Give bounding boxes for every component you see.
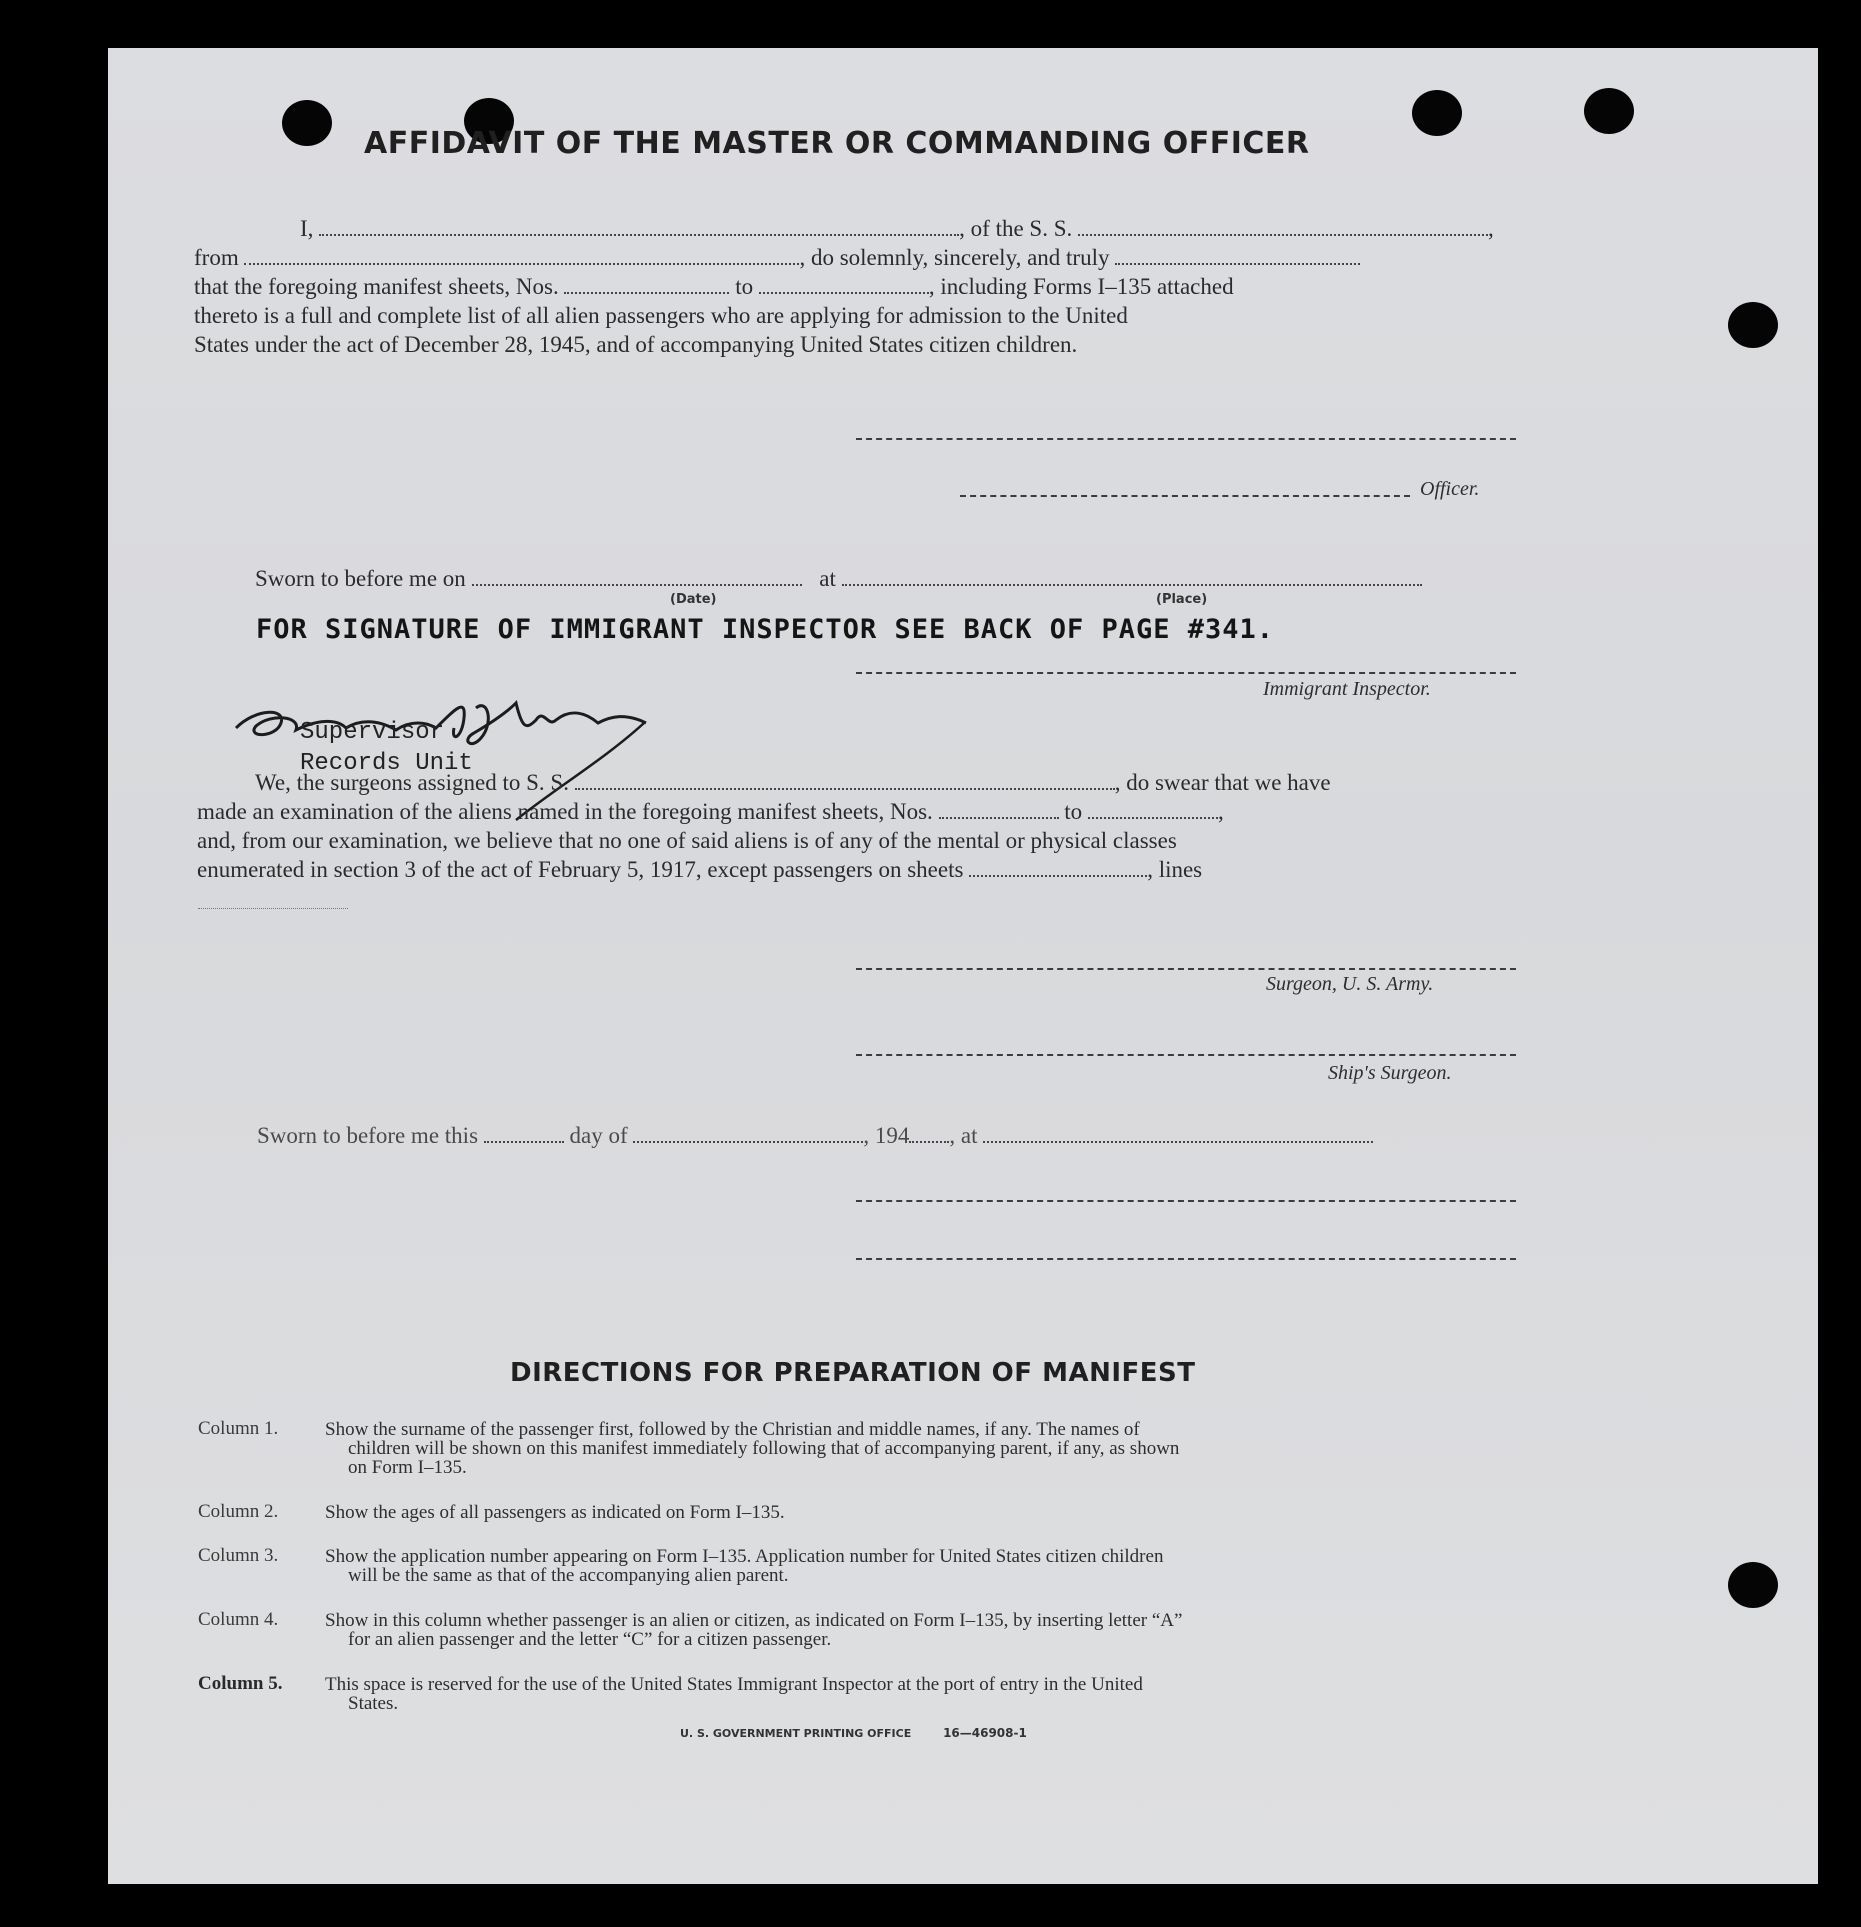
text-including-forms: , including Forms I–135 attached — [928, 274, 1234, 299]
sworn-day-field[interactable] — [484, 1139, 564, 1143]
surgeons-line-1 — [255, 768, 1331, 797]
text-to: to — [1064, 799, 1083, 824]
master-line-2 — [194, 243, 1360, 272]
direction-text: will be the same as that of the accompanying alien parent. — [348, 1565, 789, 1586]
text-sworn-this: Sworn to before me this — [257, 1123, 479, 1148]
text-surgeons-assigned: We, the surgeons assigned to S. S. — [255, 770, 569, 795]
official-signature-line-2[interactable] — [856, 1258, 1516, 1260]
sworn-month-field[interactable] — [633, 1139, 863, 1143]
text-year-prefix: , 194 — [863, 1123, 910, 1148]
inspector-signature-line[interactable] — [856, 672, 1516, 674]
text-comma: , — [1488, 216, 1494, 241]
master-line-4: thereto is a full and complete list of all alien passengers who are applying for admission to the United — [194, 303, 1128, 328]
text-examination: made an examination of the aliens named in the foregoing manifest sheets, Nos. — [197, 799, 933, 824]
direction-label: Column 5. — [198, 1673, 283, 1694]
text-do-solemnly: , do solemnly, sincerely, and truly — [799, 245, 1110, 270]
officer-label: Officer. — [1420, 478, 1480, 500]
official-signature-line-1[interactable] — [856, 1200, 1516, 1202]
text-comma: , — [1217, 799, 1224, 824]
direction-label: Column 2. — [198, 1501, 279, 1522]
text-sworn-on: Sworn to before me on — [255, 566, 466, 591]
text-do-swear: , do swear that we have — [1114, 770, 1331, 795]
surgeons-ship-field[interactable] — [575, 786, 1115, 790]
text-from: from — [194, 245, 239, 270]
lines-continuation-field[interactable] — [198, 908, 348, 909]
except-sheets-field[interactable] — [969, 873, 1147, 877]
text-manifest-sheets: that the foregoing manifest sheets, Nos. — [194, 274, 559, 299]
printer-imprint — [680, 1726, 1027, 1740]
sworn-date-field[interactable] — [472, 582, 802, 586]
direction-label: Column 3. — [198, 1545, 279, 1566]
sheets-to-field[interactable] — [759, 290, 929, 294]
direction-text: This space is reserved for the use of the United States Immigrant Inspector at the port of entry in the United — [325, 1674, 1143, 1695]
text-i: I, — [300, 216, 314, 241]
punch-hole — [1584, 88, 1634, 134]
printer-name: U. S. GOVERNMENT PRINTING OFFICE — [680, 1727, 912, 1740]
direction-text: Show in this column whether passenger is an alien or citizen, as indicated on Form I–135, by inserting letter “A” — [325, 1610, 1183, 1631]
direction-label: Column 4. — [198, 1609, 279, 1630]
punch-hole — [1412, 90, 1462, 136]
surgeon-army-signature-line[interactable] — [856, 968, 1516, 970]
direction-text: Show the ages of all passengers as indicated on Form I–135. — [325, 1502, 785, 1523]
form-code: 16—46908-1 — [943, 1726, 1027, 1740]
surgeons-line-4 — [197, 855, 1202, 884]
punch-hole — [282, 100, 332, 146]
direction-label: Column 1. — [198, 1418, 279, 1439]
master-line-3 — [194, 272, 1234, 301]
officer-signature-line-2[interactable] — [960, 495, 1410, 497]
directions-title: DIRECTIONS FOR PREPARATION OF MANIFEST — [510, 1358, 1196, 1388]
text-day-of: day of — [569, 1123, 628, 1148]
direction-text: Show the application number appearing on Form I–135. Application number for United States citizen children — [325, 1546, 1164, 1567]
surgeons-line-3: and, from our examination, we believe that no one of said aliens is of any of the mental or physical classes — [197, 828, 1177, 853]
surgeons-line-2 — [197, 797, 1224, 826]
inspector-stamp: FOR SIGNATURE OF IMMIGRANT INSPECTOR SEE BACK OF PAGE #341. — [256, 614, 1275, 645]
sworn-place-field-2[interactable] — [983, 1139, 1373, 1143]
typed-signature-title: Supervisor — [300, 719, 445, 746]
direction-text: on Form I–135. — [348, 1457, 467, 1478]
direction-text: for an alien passenger and the letter “C” for a citizen passenger. — [348, 1629, 832, 1650]
punch-hole — [1728, 302, 1778, 348]
inspector-label: Immigrant Inspector. — [1263, 678, 1431, 700]
text-to: to — [735, 274, 754, 299]
direction-text: States. — [348, 1693, 399, 1714]
port-from-field[interactable] — [244, 261, 799, 265]
exam-sheets-from-field[interactable] — [939, 815, 1059, 819]
sworn-line-2 — [257, 1121, 1373, 1150]
direction-text: children will be shown on this manifest immediately following that of accompanying parent, if any, as shown — [348, 1438, 1180, 1459]
text-at: at — [819, 566, 836, 591]
sworn-place-field[interactable] — [842, 582, 1422, 586]
master-line-5: States under the act of December 28, 1945, and of accompanying United States citizen children. — [194, 332, 1078, 357]
direction-text: Show the surname of the passenger first, followed by the Christian and middle names, if any. The names of — [325, 1419, 1140, 1440]
document-page — [108, 48, 1818, 1884]
text-lines: , lines — [1147, 857, 1203, 882]
master-name-field[interactable] — [319, 232, 959, 236]
text-at: , at — [949, 1123, 978, 1148]
date-caption: (Date) — [670, 592, 717, 607]
officer-signature-line-1[interactable] — [856, 438, 1516, 440]
text-enumerated: enumerated in section 3 of the act of February 5, 1917, except passengers on sheets — [197, 857, 964, 882]
surgeon-army-label: Surgeon, U. S. Army. — [1266, 973, 1434, 995]
sworn-line-1 — [255, 564, 1422, 593]
exam-sheets-to-field[interactable] — [1088, 815, 1218, 819]
ship-surgeon-signature-line[interactable] — [856, 1054, 1516, 1056]
ship-name-field[interactable] — [1078, 232, 1488, 236]
form-title: AFFIDAVIT OF THE MASTER OR COMMANDING OFFICER — [364, 126, 1310, 161]
ship-surgeon-label: Ship's Surgeon. — [1328, 1062, 1452, 1084]
sworn-year-field[interactable] — [909, 1139, 949, 1143]
master-line-1 — [248, 214, 1494, 243]
oath-field[interactable] — [1115, 261, 1360, 265]
text-of-ss: , of the S. S. — [959, 216, 1073, 241]
place-caption: (Place) — [1156, 592, 1208, 607]
sheets-from-field[interactable] — [564, 290, 729, 294]
typed-signature-unit: Records Unit — [300, 750, 473, 777]
punch-hole — [1728, 1562, 1778, 1608]
